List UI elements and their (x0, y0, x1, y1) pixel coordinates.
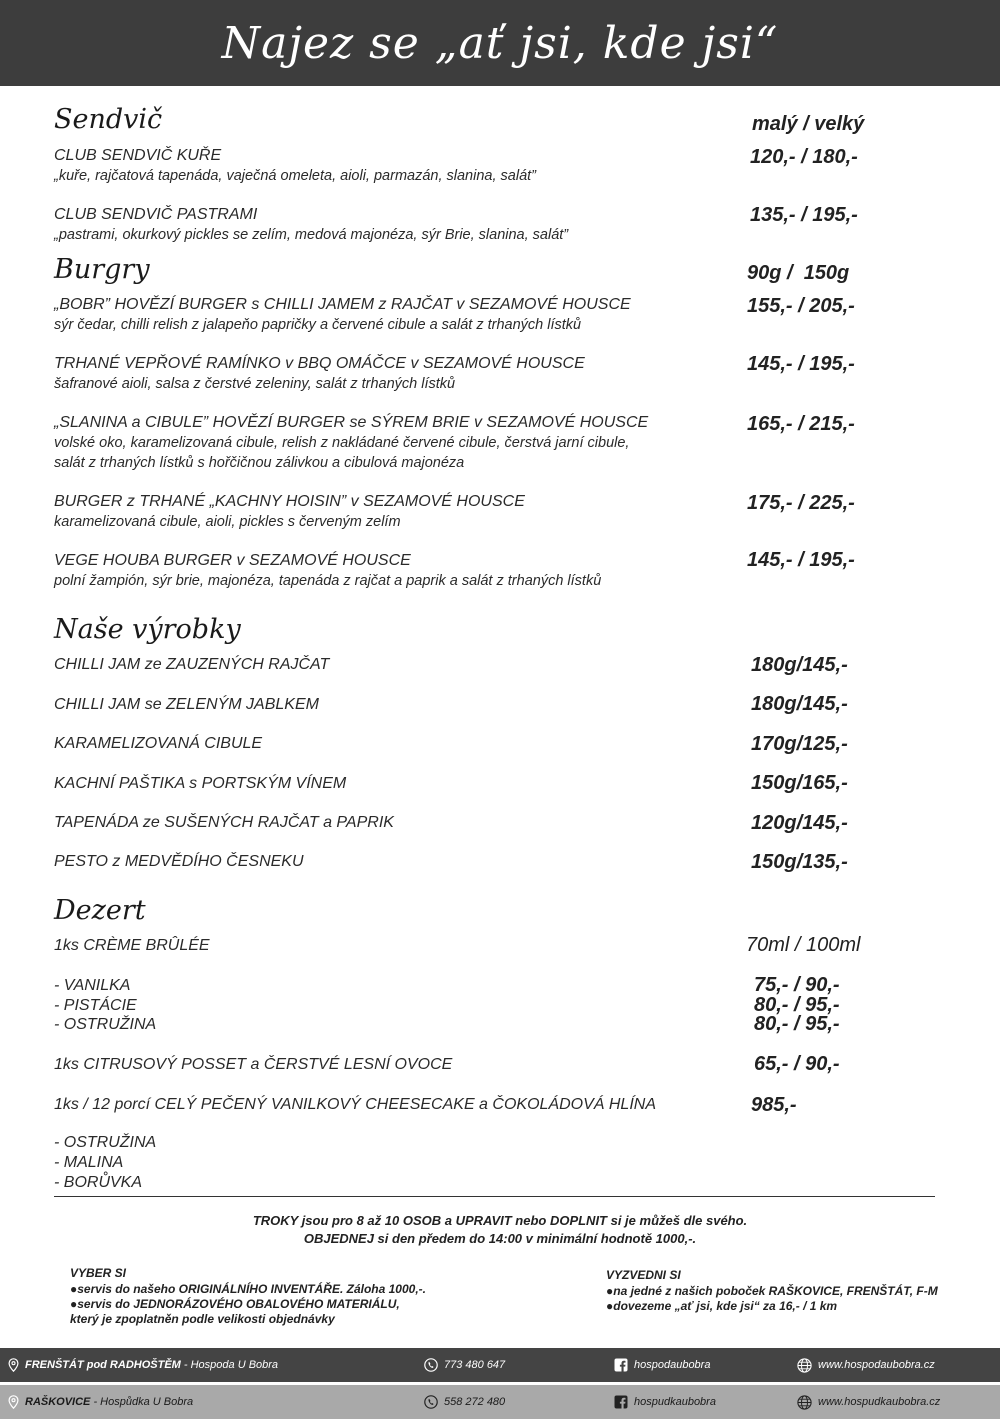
product-price: 120g/145,- (751, 812, 848, 834)
item-price: 165,- / 215,- (747, 413, 855, 435)
item-name: TRHANÉ VEPŘOVÉ RAMÍNKO v BBQ OMÁČCE v SEZAMOVÉ HOUSCE (54, 355, 585, 372)
order-note-line: OBJEDNEJ si den předem do 14:00 v minimální hodnotě 1000,-. (303, 1231, 697, 1246)
location-pin-icon (8, 1395, 19, 1409)
product-name: CHILLI JAM se ZELENÝM JABLKEM (54, 696, 319, 713)
product-price: 180g/145,- (751, 654, 848, 676)
item-description: volské oko, karamelizovaná cibule, relish z nakládané červené cibule, čerstvá jarní cibule, (54, 435, 630, 451)
globe-icon (797, 1395, 812, 1410)
footer-location (8, 1358, 278, 1372)
item-name: „BOBR” HOVĚZÍ BURGER s CHILLI JAMEM z RAJČAT v SEZAMOVÉ HOUSCE (54, 296, 631, 313)
vyber-line: ●servis do JEDNORÁZOVÉHO OBALOVÉHO MATERIÁLU, (70, 1297, 400, 1311)
facebook-icon (614, 1358, 628, 1372)
menu-item (54, 551, 734, 591)
footer-facebook[interactable] (614, 1358, 710, 1372)
item-price: 135,- / 195,- (750, 204, 858, 226)
footer-venue: - Hospůdka U Bobra (90, 1396, 194, 1408)
globe-icon (797, 1358, 812, 1373)
item-price: 145,- / 195,- (747, 353, 855, 375)
product-price: 150g/165,- (751, 772, 848, 794)
dessert-price: 985,- (751, 1094, 797, 1116)
vyber-title: VYBER SI (70, 1266, 127, 1280)
dessert-flavor: - PISTÁCIE (54, 997, 137, 1014)
item-price: 155,- / 205,- (747, 295, 855, 317)
item-name: „SLANINA a CIBULE” HOVĚZÍ BURGER se SÝREM BRIE v SEZAMOVÉ HOUSCE (54, 414, 649, 431)
product-name: KACHNÍ PAŠTIKA s PORTSKÝM VÍNEM (54, 775, 347, 792)
item-description: „pastrami, okurkový pickles se zelím, medová majonéza, sýr Brie, slanina, salát” (54, 227, 569, 243)
product-name: TAPENÁDA ze SUŠENÝCH RAJČAT a PAPRIK (54, 814, 394, 831)
order-note (0, 1212, 1000, 1248)
vyzvedni-line: ●na jedné z našich poboček RAŠKOVICE, FRENŠTÁT, F-M (606, 1284, 938, 1298)
vyzvedni-line: ●dovezeme „ať jsi, kde jsi“ za 16,- / 1 km (606, 1299, 838, 1313)
section-title-dezert: Dezert (54, 895, 146, 926)
item-description: „kuře, rajčatová tapenáda, vaječná omeleta, aioli, parmazán, slanina, salát” (54, 168, 536, 184)
dessert-price: 80,- / 95,- (754, 994, 840, 1016)
footer-web-url: www.hospodaubobra.cz (818, 1359, 935, 1371)
menu-item (54, 354, 734, 394)
item-name: VEGE HOUBA BURGER v SEZAMOVÉ HOUSCE (54, 552, 411, 569)
footer-facebook-name: hospodaubobra (634, 1359, 711, 1371)
dessert-flavor: - BORŮVKA (54, 1174, 143, 1191)
dessert-flavor: - VANILKA (54, 977, 131, 994)
dessert-price: 75,- / 90,- (754, 974, 840, 996)
item-name: CLUB SENDVIČ PASTRAMI (54, 206, 258, 223)
section-title-sendvic: Sendvič (54, 104, 163, 135)
dessert-flavor: - OSTRUŽINA (54, 1134, 157, 1151)
product-price: 170g/125,- (751, 733, 848, 755)
footer-phone-number: 558 272 480 (444, 1396, 506, 1408)
section-title-burgry: Burgry (54, 254, 150, 285)
menu-item (54, 295, 734, 335)
item-price: 145,- / 195,- (747, 549, 855, 571)
product-name: KARAMELIZOVANÁ CIBULE (54, 735, 263, 752)
vyber-line: který je zpoplatněn podle velikosti objednávky (70, 1312, 335, 1326)
footer-web-url: www.hospudkaubobra.cz (818, 1396, 941, 1408)
footer-town: RAŠKOVICE (25, 1396, 91, 1408)
vyzvedni-box (606, 1268, 938, 1314)
footer-facebook[interactable] (614, 1395, 716, 1409)
menu-item (54, 205, 734, 245)
item-name: CLUB SENDVIČ KUŘE (54, 147, 222, 164)
header-banner (0, 0, 1000, 86)
footer-venue: - Hospoda U Bobra (180, 1359, 279, 1371)
product-price: 180g/145,- (751, 693, 848, 715)
item-description: polní žampión, sýr brie, majonéza, tapenáda z rajčat a paprik a salát z trhaných lístků (54, 573, 602, 589)
footer-row-raskovice (0, 1385, 1000, 1419)
footer-phone (424, 1395, 505, 1409)
item-price: 120,- / 180,- (750, 146, 858, 168)
footer-location (8, 1395, 193, 1409)
product-price: 150g/135,- (751, 851, 848, 873)
item-description: karamelizovaná cibule, aioli, pickles s červeným zelím (54, 514, 401, 530)
facebook-icon (614, 1395, 628, 1409)
dessert-price: 65,- / 90,- (754, 1053, 840, 1075)
dessert-name: 1ks CRÈME BRÛLÉE (54, 937, 210, 954)
footer-web[interactable] (797, 1395, 940, 1410)
footer-phone-number: 773 480 647 (444, 1359, 506, 1371)
phone-icon (424, 1395, 438, 1409)
dessert-flavor: - OSTRUŽINA (54, 1016, 157, 1033)
location-pin-icon (8, 1358, 19, 1372)
vyber-line: ●servis do našeho ORIGINÁLNÍHO INVENTÁŘE. Záloha 1000,-. (70, 1282, 426, 1296)
dessert-flavor: - MALINA (54, 1154, 124, 1171)
column-header-dezert: 70ml / 100ml (746, 934, 861, 956)
vyzvedni-title: VYZVEDNI SI (606, 1268, 681, 1282)
dessert-price: 80,- / 95,- (754, 1013, 840, 1035)
item-description: salát z trhaných lístků s hořčičnou zálivkou a cibulová majonéza (54, 455, 465, 471)
item-name: BURGER z TRHANÉ „KACHNY HOISIN” v SEZAMOVÉ HOUSCE (54, 493, 525, 510)
column-header-burgry: 90g / 150g (747, 262, 850, 284)
column-header-sendvic: malý / velký (752, 113, 865, 135)
menu-item (54, 492, 734, 532)
footer-facebook-name: hospudkaubobra (634, 1396, 716, 1408)
order-note-line: TROKY jsou pro 8 až 10 OSOB a UPRAVIT nebo DOPLNIT si je můžeš dle svého. (252, 1213, 748, 1228)
menu-item (54, 413, 734, 473)
vyber-box (70, 1266, 426, 1327)
phone-icon (424, 1358, 438, 1372)
page-title: Najez se „ať jsi, kde jsi“ (221, 17, 779, 69)
footer-row-frenstat (0, 1348, 1000, 1382)
footer-web[interactable] (797, 1358, 935, 1373)
footer-phone (424, 1358, 505, 1372)
dessert-name: 1ks / 12 porcí CELÝ PEČENÝ VANILKOVÝ CHEESECAKE a ČOKOLÁDOVÁ HLÍNA (54, 1096, 656, 1113)
product-name: PESTO z MEDVĚDÍHO ČESNEKU (54, 853, 304, 870)
menu-item (54, 146, 734, 186)
footer-town: FRENŠTÁT pod RADHOŠTĚM (25, 1359, 181, 1371)
dessert-name: 1ks CITRUSOVÝ POSSET a ČERSTVÉ LESNÍ OVOCE (54, 1056, 453, 1073)
item-price: 175,- / 225,- (747, 492, 855, 514)
item-description: šafranové aioli, salsa z čerstvé zeleniny, salát z trhaných lístků (54, 376, 456, 392)
section-title-vyrobky: Naše výrobky (54, 614, 241, 645)
item-description: sýr čedar, chilli relish z jalapeňo papričky a červené cibule a salát z trhaných lístků (54, 317, 582, 333)
product-name: CHILLI JAM ze ZAUZENÝCH RAJČAT (54, 656, 330, 673)
divider (54, 1196, 935, 1197)
